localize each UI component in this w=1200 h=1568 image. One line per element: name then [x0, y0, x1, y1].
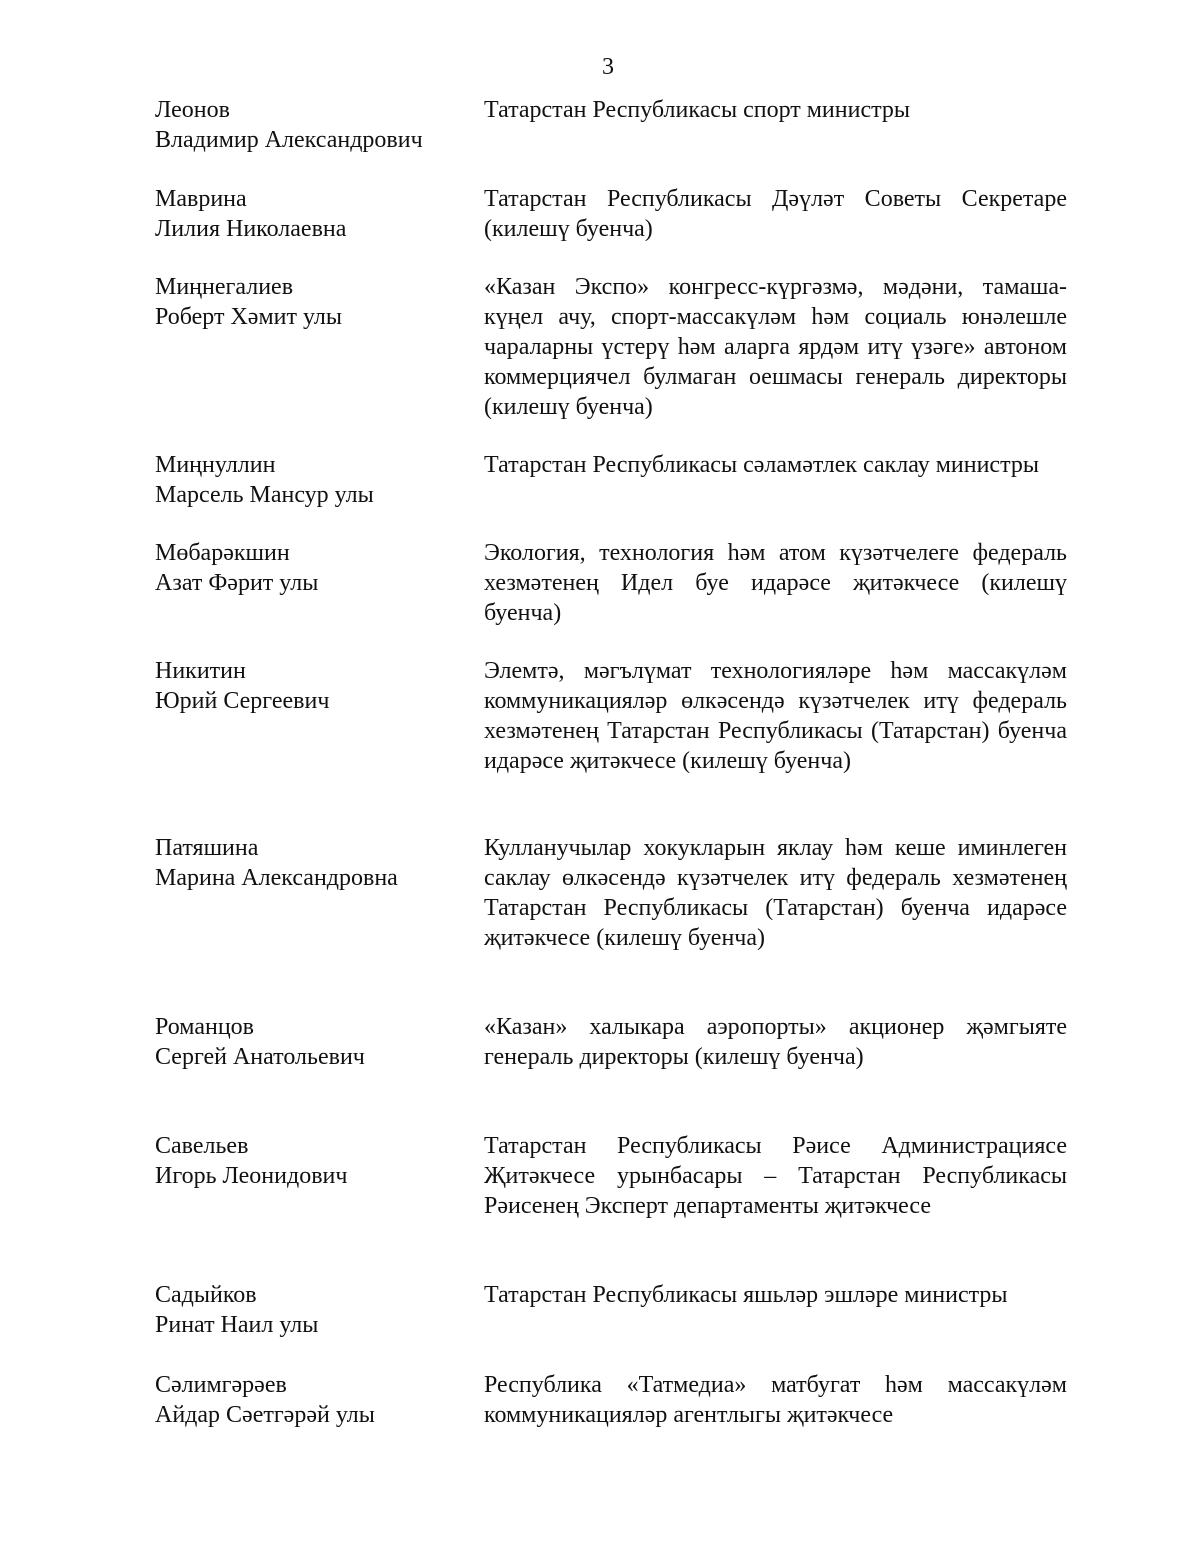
member-name — [155, 656, 475, 716]
member-name — [155, 95, 475, 155]
member-surname: Сәлимгәрәев — [155, 1372, 287, 1398]
member-position: Татарстан Республикасы сәламәтлек саклау министры — [484, 452, 1039, 478]
member-name — [155, 1012, 475, 1072]
member-name — [155, 1131, 475, 1191]
member-given-names: Марсель Мансур улы — [155, 482, 374, 508]
member-given-names: Айдар Сәетгәрәй улы — [155, 1402, 375, 1428]
member-surname: Романцов — [155, 1014, 254, 1040]
member-position: Элемтә, мәгълүмат технологияләре һәм массакүләм коммуникацияләр өлкәсендә күзәтчелек итү федераль хезмәтенең Татарстан Республикасы (Татарстан) буенча идарәсе җитәкчесе (килешү буенча) — [484, 658, 1067, 774]
member-surname: Мөбарәкшин — [155, 540, 290, 566]
member-position: Кулланучылар хокукларын яклау һәм кеше иминлеген саклау өлкәсендә күзәтчелек итү федераль хезмәтенең Татарстан Республикасы (Татарстан) буенча идарәсе җитәкчесе (килешү буенча) — [484, 835, 1067, 951]
member-position: «Казан Экспо» конгресс-күргәзмә, мәдәни, тамаша-күңел ачу, спорт-массакүләм һәм социаль юнәлешле чараларны үстерү һәм аларга ярдәм итү үзәге» автоном коммерциячел булмаган оешмасы генераль директоры (килешү буенча) — [484, 274, 1067, 420]
member-surname: Миңнуллин — [155, 452, 276, 478]
member-surname: Савельев — [155, 1133, 249, 1159]
member-position: Татарстан Республикасы спорт министры — [484, 97, 911, 123]
member-surname: Садыйков — [155, 1282, 257, 1308]
member-position: Экология, технология һәм атом күзәтчелеге федераль хезмәтенең Идел буе идарәсе җитәкчесе (килешү буенча) — [484, 540, 1067, 626]
member-surname: Миңнегалиев — [155, 274, 294, 300]
member-name — [155, 833, 475, 893]
member-position: «Казан» халыкара аэропорты» акционер җәмгыяте генераль директоры (килешү буенча) — [484, 1014, 1067, 1070]
member-surname: Никитин — [155, 658, 246, 684]
member-given-names: Владимир Александрович — [155, 127, 423, 153]
member-given-names: Ринат Наил улы — [155, 1312, 319, 1338]
member-name — [155, 450, 475, 510]
page-number: 3 — [602, 54, 614, 80]
member-given-names: Игорь Леонидович — [155, 1163, 348, 1189]
member-name — [155, 538, 475, 598]
member-given-names: Роберт Хәмит улы — [155, 304, 343, 330]
member-given-names: Юрий Сергеевич — [155, 688, 330, 714]
member-position: Республика «Татмедиа» матбугат һәм массакүләм коммуникацияләр агентлыгы җитәкчесе — [484, 1372, 1067, 1428]
member-given-names: Лилия Николаевна — [155, 216, 347, 242]
member-position: Татарстан Республикасы Рәисе Администрациясе Җитәкчесе урынбасары – Татарстан Республикасы Рәисенең Эксперт департаменты җитәкчесе — [484, 1133, 1067, 1219]
member-name — [155, 1280, 475, 1340]
member-name — [155, 272, 475, 332]
member-given-names: Азат Фәрит улы — [155, 570, 319, 596]
member-position: Татарстан Республикасы яшьләр эшләре министры — [484, 1282, 1008, 1308]
member-given-names: Марина Александровна — [155, 865, 398, 891]
member-name — [155, 184, 475, 244]
member-surname: Маврина — [155, 186, 247, 212]
member-name — [155, 1370, 475, 1430]
member-position: Татарстан Республикасы Дәүләт Советы Секретаре (килешү буенча) — [484, 186, 1067, 242]
member-surname: Патяшина — [155, 835, 259, 861]
member-given-names: Сергей Анатольевич — [155, 1044, 365, 1070]
member-surname: Леонов — [155, 97, 230, 123]
